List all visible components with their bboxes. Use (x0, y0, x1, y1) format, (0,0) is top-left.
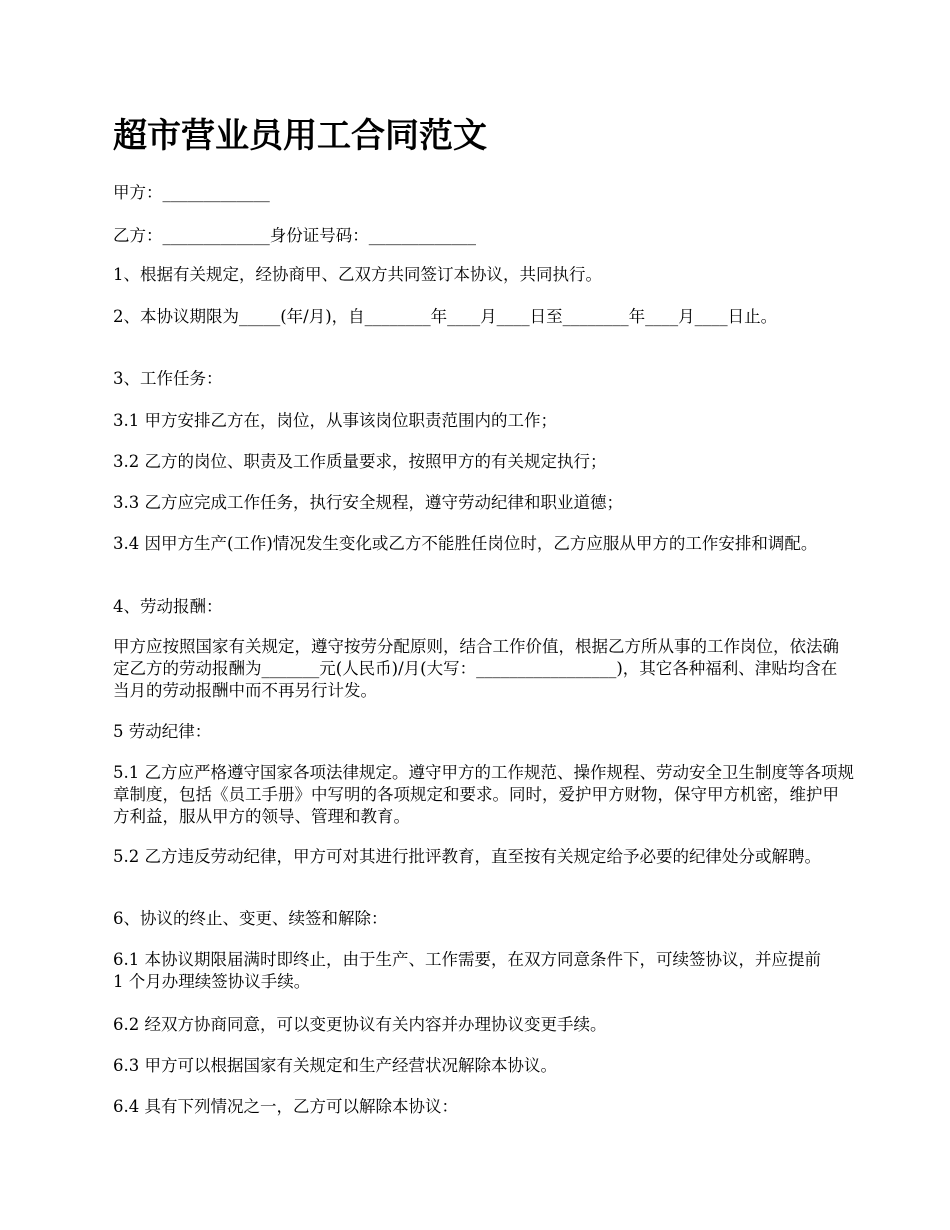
clause-3-3: 3.3 乙方应完成工作任务，执行安全规程，遵守劳动纪律和职业道德； (113, 493, 623, 512)
clause-6-3: 6.3 甲方可以根据国家有关规定和生产经营状况解除本协议。 (113, 1056, 557, 1075)
clause-3-1: 3.1 甲方安排乙方在，岗位，从事该岗位职责范围内的工作； (113, 411, 557, 430)
clause-6-1: 6.1 本协议期限届满时即终止，由于生产、工作需要，在双方同意条件下，可续签协议，并应提前 1 个月办理续签协议手续。 (113, 950, 821, 991)
party-b-line: 乙方：_____________身份证号码：_____________ (113, 226, 476, 245)
clause-1: 1、根据有关规定，经协商甲、乙双方共同签订本协议，共同执行。 (113, 265, 602, 284)
clause-6-2: 6.2 经双方协商同意，可以变更协议有关内容并办理协议变更手续。 (113, 1015, 607, 1034)
clause-5-1: 5.1 乙方应严格遵守国家各项法律规定。遵守甲方的工作规范、操作规程、劳动安全卫生制度等各项规章制度，包括《员工手册》中写明的各项规定和要求。同时，爱护甲方财物，保守甲方机密，维护甲方利益，服从甲方的领导、管理和教育。 (113, 763, 854, 826)
clause-3-4: 3.4 因甲方生产(工作)情况发生变化或乙方不能胜任岗位时，乙方应服从甲方的工作安排和调配。 (113, 534, 818, 553)
section-3-heading: 3、工作任务： (113, 369, 223, 388)
clause-5-2: 5.2 乙方违反劳动纪律，甲方可对其进行批评教育，直至按有关规定给予必要的纪律处分或解聘。 (113, 847, 821, 866)
clause-3-2: 3.2 乙方的岗位、职责及工作质量要求，按照甲方的有关规定执行； (113, 452, 607, 471)
clause-2-term: 2、本协议期限为_____(年/月)，自________年____月____日至________年____月____日止。 (113, 307, 778, 326)
section-5-heading: 5 劳动纪律： (113, 722, 212, 741)
party-a-line: 甲方：_____________ (113, 183, 270, 202)
document-title: 超市营业员用工合同范文 (113, 116, 487, 156)
section-4-heading: 4、劳动报酬： (113, 597, 223, 616)
section-6-heading: 6、协议的终止、变更、续签和解除： (113, 909, 388, 928)
clause-6-4: 6.4 具有下列情况之一，乙方可以解除本协议： (113, 1097, 458, 1116)
clause-4-remuneration: 甲方应按照国家有关规定，遵守按劳分配原则，结合工作价值，根据乙方所从事的工作岗位，依法确定乙方的劳动报酬为_______元(人民币)/月(大写：_________________)，其它各种福利、津贴均含在当月的劳动报酬中而不再另行计发。 (113, 637, 839, 700)
